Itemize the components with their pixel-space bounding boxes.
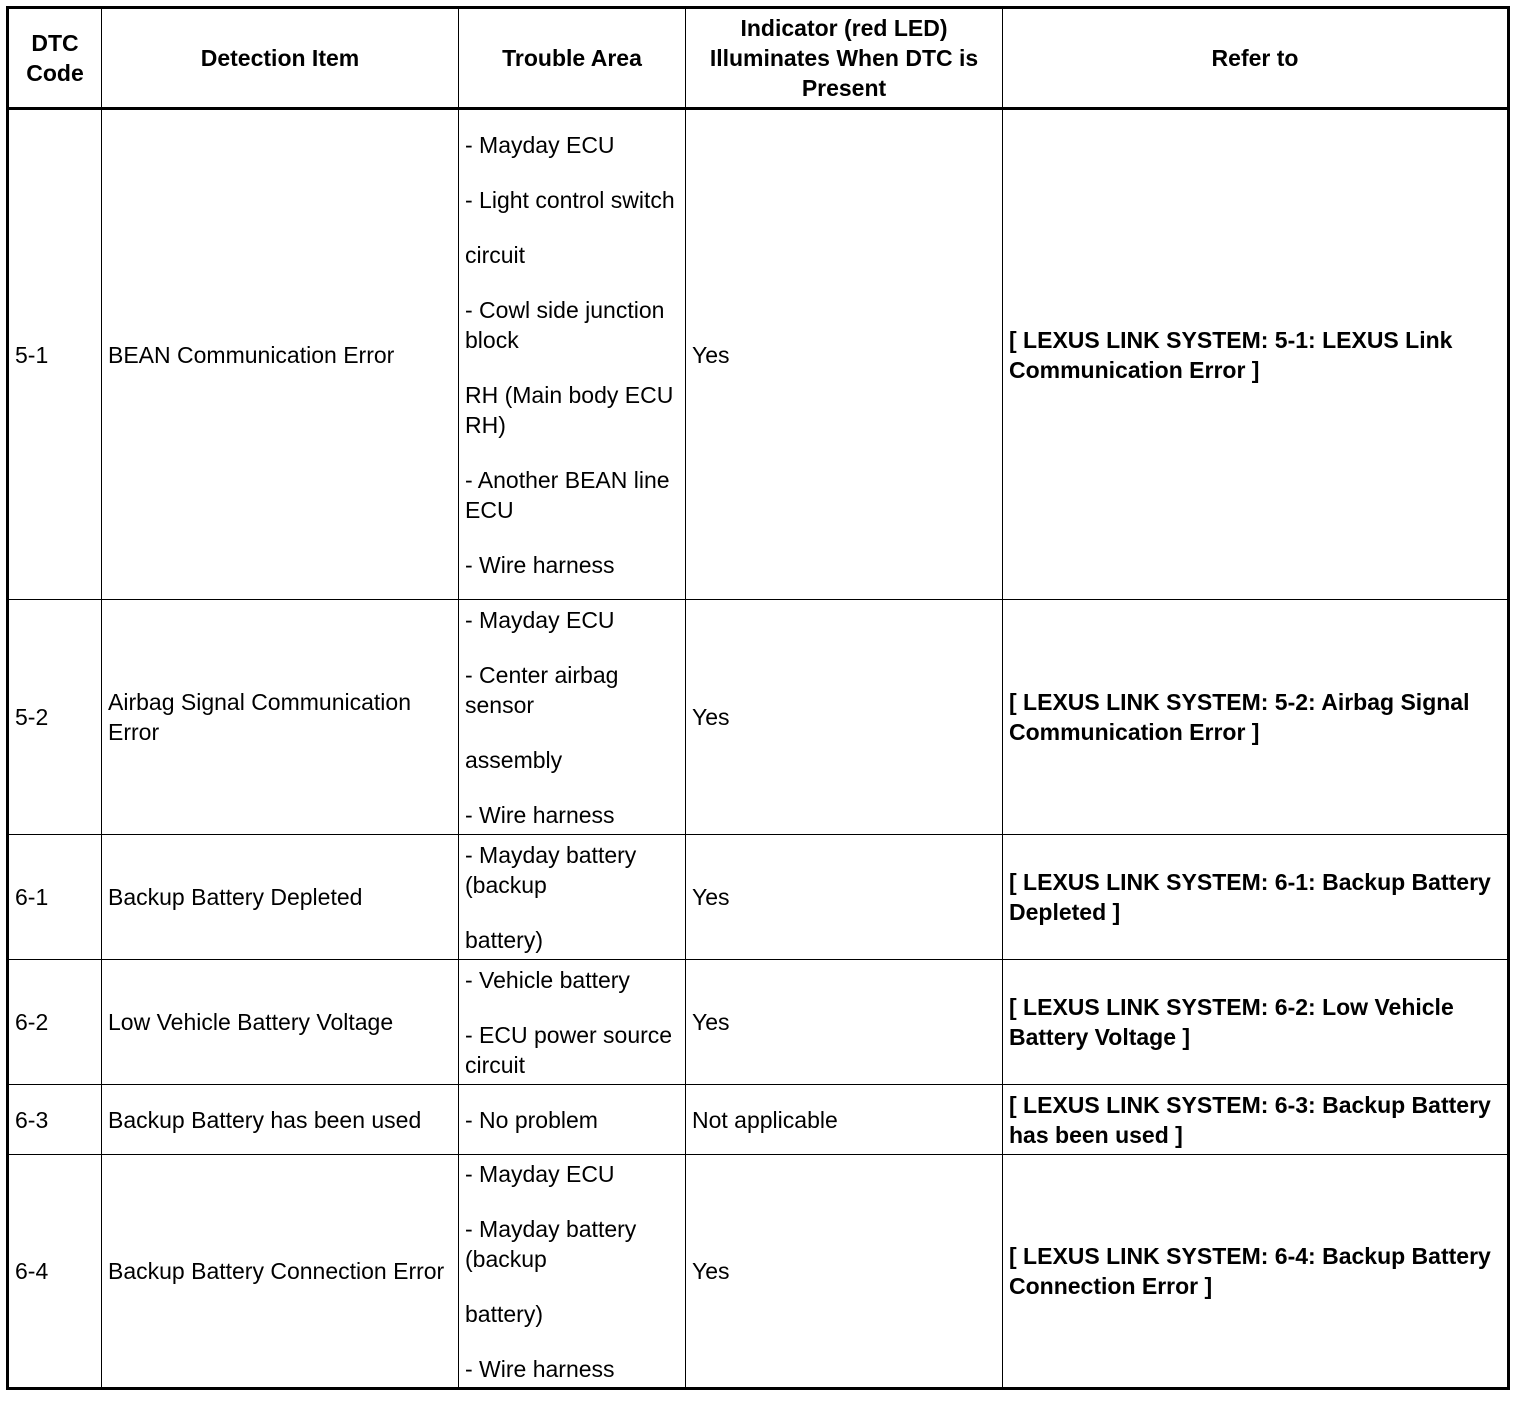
trouble-area-line: - Mayday battery (backup [465, 841, 637, 898]
trouble-area-line: - Another BEAN line ECU [465, 466, 670, 523]
trouble-area-line: battery) [465, 1300, 543, 1327]
trouble-area-cell [459, 835, 686, 960]
detection-item-cell: Backup Battery Connection Error [102, 1155, 459, 1389]
refer-to-link[interactable]: [ LEXUS LINK SYSTEM: 6-1: Backup Battery Depleted ] [1003, 835, 1509, 960]
dtc-code-cell: 6-4 [8, 1155, 102, 1389]
trouble-area-line: battery) [465, 926, 543, 953]
detection-item-cell: BEAN Communication Error [102, 109, 459, 600]
table-row [8, 109, 1509, 600]
trouble-area-line: - Mayday battery (backup [465, 1215, 637, 1272]
header-trouble-area: Trouble Area [459, 8, 686, 109]
refer-to-link[interactable]: [ LEXUS LINK SYSTEM: 5-1: LEXUS Link Communication Error ] [1003, 109, 1509, 600]
trouble-area-line: circuit [465, 241, 526, 268]
trouble-area-line: - Wire harness [465, 801, 615, 828]
detection-item-cell: Backup Battery has been used [102, 1085, 459, 1155]
header-dtc-code: DTC Code [8, 8, 102, 109]
trouble-area-line: - Mayday ECU [465, 131, 615, 158]
dtc-code-cell: 6-1 [8, 835, 102, 960]
trouble-area-cell [459, 960, 686, 1085]
detection-item-cell: Backup Battery Depleted [102, 835, 459, 960]
trouble-area-cell [459, 109, 686, 600]
trouble-area-line: - Mayday ECU [465, 1160, 615, 1187]
trouble-area-cell [459, 1155, 686, 1389]
refer-to-link[interactable]: [ LEXUS LINK SYSTEM: 6-3: Backup Battery has been used ] [1003, 1085, 1509, 1155]
trouble-area-line: - Center airbag sensor [465, 661, 619, 718]
trouble-area-line: - Cowl side junction block [465, 296, 665, 353]
detection-item-cell: Low Vehicle Battery Voltage [102, 960, 459, 1085]
table-row [8, 835, 1509, 960]
indicator-cell: Yes [686, 960, 1003, 1085]
header-detection-item: Detection Item [102, 8, 459, 109]
trouble-area-line: - No problem [465, 1106, 598, 1133]
dtc-code-cell: 6-2 [8, 960, 102, 1085]
refer-to-link[interactable]: [ LEXUS LINK SYSTEM: 6-4: Backup Battery Connection Error ] [1003, 1155, 1509, 1389]
header-refer-to: Refer to [1003, 8, 1509, 109]
trouble-area-line: - Vehicle battery [465, 966, 630, 993]
refer-to-link[interactable]: [ LEXUS LINK SYSTEM: 5-2: Airbag Signal Communication Error ] [1003, 600, 1509, 835]
table-row [8, 600, 1509, 835]
indicator-cell: Yes [686, 835, 1003, 960]
indicator-cell: Yes [686, 109, 1003, 600]
trouble-area-line: - Wire harness [465, 551, 615, 578]
table-row [8, 960, 1509, 1085]
header-indicator: Indicator (red LED) Illuminates When DTC is Present [686, 8, 1003, 109]
refer-to-link[interactable]: [ LEXUS LINK SYSTEM: 6-2: Low Vehicle Battery Voltage ] [1003, 960, 1509, 1085]
trouble-area-cell [459, 1085, 686, 1155]
trouble-area-line: - Wire harness [465, 1355, 615, 1382]
indicator-cell: Yes [686, 600, 1003, 835]
dtc-code-cell: 5-1 [8, 109, 102, 600]
dtc-table [6, 6, 1510, 1390]
indicator-cell: Not applicable [686, 1085, 1003, 1155]
trouble-area-line: assembly [465, 746, 563, 773]
indicator-cell: Yes [686, 1155, 1003, 1389]
table-row [8, 1155, 1509, 1389]
header-row [8, 8, 1509, 109]
dtc-code-cell: 6-3 [8, 1085, 102, 1155]
detection-item-cell: Airbag Signal Communication Error [102, 600, 459, 835]
trouble-area-line: - Light control switch [465, 186, 675, 213]
dtc-code-cell: 5-2 [8, 600, 102, 835]
trouble-area-line: RH (Main body ECU RH) [465, 381, 674, 438]
table-row [8, 1085, 1509, 1155]
trouble-area-line: - Mayday ECU [465, 606, 615, 633]
trouble-area-cell [459, 600, 686, 835]
trouble-area-line: - ECU power source circuit [465, 1021, 673, 1078]
